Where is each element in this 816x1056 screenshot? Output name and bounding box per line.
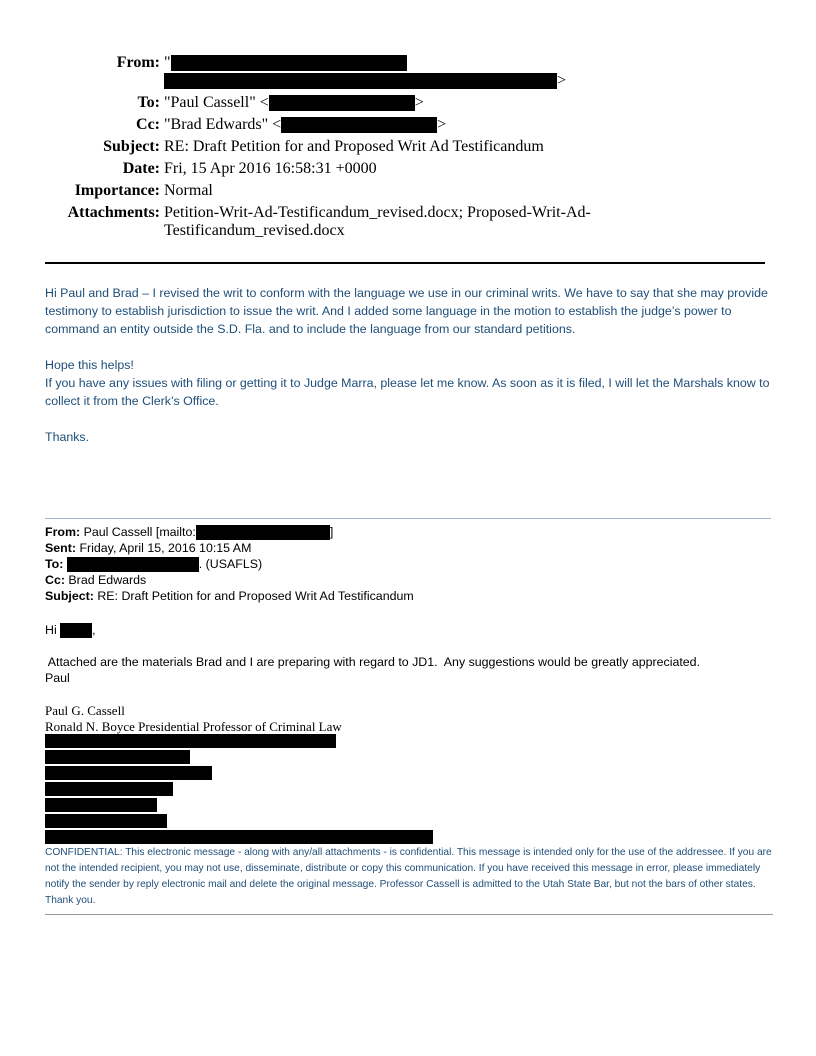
redaction bbox=[45, 830, 433, 844]
fwd-to-suffix: . (USAFLS) bbox=[198, 557, 263, 572]
fwd-subject-label: Subject: bbox=[45, 589, 94, 604]
subject-label: Subject: bbox=[103, 138, 160, 155]
redaction bbox=[164, 73, 557, 89]
to-value bbox=[164, 94, 424, 112]
message-line-2: Paul bbox=[45, 671, 70, 685]
footer-divider bbox=[45, 914, 773, 915]
attachment-link-1[interactable]: Petition-Writ-Ad-Testificandum_revised.docx; Proposed-Writ-Ad- bbox=[164, 204, 591, 221]
redaction bbox=[281, 117, 437, 133]
greeting-suffix: , bbox=[92, 623, 96, 637]
importance-value: Normal bbox=[164, 182, 213, 199]
to-label: To: bbox=[137, 94, 160, 111]
fwd-sent-value: Friday, April 15, 2016 10:15 AM bbox=[79, 541, 252, 556]
date-value: Fri, 15 Apr 2016 16:58:31 +0000 bbox=[164, 160, 377, 177]
reply-paragraph-2: If you have any issues with filing or getting it to Judge Marra, please let me know. As soon as it is filed, I will let the Marshals know to collect it from the Clerk’s Office. bbox=[45, 376, 770, 408]
fwd-from-row bbox=[45, 524, 414, 540]
attachment-link-2[interactable]: Testificandum_revised.docx bbox=[164, 222, 345, 239]
confidentiality-notice: CONFIDENTIAL: This electronic message - along with any/all attachments - is confidential. This message is intended only for the use of the addressee. If you are not the intended recipient, you may not use, disseminate, distribute or copy this communication. If you have received this message in error, please immediately notify the sender by reply electronic mail and delete the original message. Professor Cassell is admitted to the Utah State Bar, but not the bars of other states. Thank you. bbox=[45, 847, 772, 906]
forward-divider bbox=[45, 518, 771, 519]
reply-hope bbox=[45, 356, 770, 410]
email-header bbox=[0, 0, 816, 245]
from-value-line2 bbox=[164, 72, 566, 90]
fwd-to-label: To: bbox=[45, 557, 64, 572]
redaction bbox=[45, 798, 157, 812]
from-label: From: bbox=[116, 54, 160, 71]
reply-hope-line: Hope this helps! bbox=[45, 358, 134, 372]
header-divider bbox=[45, 262, 765, 264]
from-value bbox=[164, 54, 407, 72]
subject-value: RE: Draft Petition for and Proposed Writ Ad Testificandum bbox=[164, 138, 544, 155]
from-close: > bbox=[557, 72, 567, 89]
redaction bbox=[196, 525, 330, 540]
redaction bbox=[60, 623, 92, 638]
to-close: > bbox=[414, 94, 424, 111]
fwd-from-value: Paul Cassell [mailto: bbox=[83, 525, 196, 539]
forwarded-header bbox=[45, 524, 414, 604]
redaction bbox=[171, 55, 407, 71]
forwarded-greeting bbox=[45, 622, 96, 638]
importance-label: Importance: bbox=[74, 182, 160, 199]
reply-paragraph-1: Hi Paul and Brad – I revised the writ to conform with the language we use in our criminal writs. We have to say that she may provide testimony to establish jurisdiction to issue the writ. And I added some language in the motion to establish the judge’s power to command an entity outside the S.D. Fla. and to include the language from our standard petitions. bbox=[45, 286, 768, 336]
fwd-to-row bbox=[45, 556, 414, 572]
fwd-sent-row bbox=[45, 540, 414, 556]
signature-title: Ronald N. Boyce Presidential Professor of Criminal Law bbox=[45, 719, 342, 734]
fwd-sent-label: Sent: bbox=[45, 541, 76, 556]
fwd-cc-row bbox=[45, 572, 414, 588]
redaction bbox=[269, 95, 415, 111]
forwarded-message bbox=[45, 654, 775, 686]
signature-name: Paul G. Cassell bbox=[45, 703, 125, 718]
cc-value bbox=[164, 116, 446, 134]
fwd-from-close: ] bbox=[329, 525, 334, 539]
redaction bbox=[45, 814, 167, 828]
reply-body bbox=[45, 284, 770, 338]
fwd-from-label: From: bbox=[45, 525, 81, 539]
message-line-1: Attached are the materials Brad and I are preparing with regard to JD1. Any suggestions would be greatly appreciated. bbox=[45, 655, 701, 669]
fwd-subject-value: RE: Draft Petition for and Proposed Writ Ad Testificandum bbox=[97, 589, 414, 604]
attachments-label: Attachments: bbox=[67, 204, 160, 221]
signature bbox=[45, 703, 342, 735]
to-name: "Paul Cassell" < bbox=[164, 94, 269, 111]
cc-name: "Brad Edwards" < bbox=[164, 116, 282, 133]
reply-thanks bbox=[45, 428, 770, 446]
date-label: Date: bbox=[122, 160, 160, 177]
redaction bbox=[67, 557, 199, 572]
redaction bbox=[45, 734, 336, 748]
redaction bbox=[45, 750, 190, 764]
fwd-cc-value: Brad Edwards bbox=[68, 573, 147, 588]
greeting-prefix: Hi bbox=[45, 623, 61, 637]
fwd-subject-row bbox=[45, 588, 414, 604]
from-quote: " bbox=[164, 54, 171, 71]
fwd-cc-label: Cc: bbox=[45, 573, 65, 588]
reply-thanks-line: Thanks. bbox=[45, 430, 90, 444]
redaction bbox=[45, 766, 212, 780]
cc-close: > bbox=[437, 116, 447, 133]
redaction bbox=[45, 782, 173, 796]
cc-label: Cc: bbox=[136, 116, 160, 133]
